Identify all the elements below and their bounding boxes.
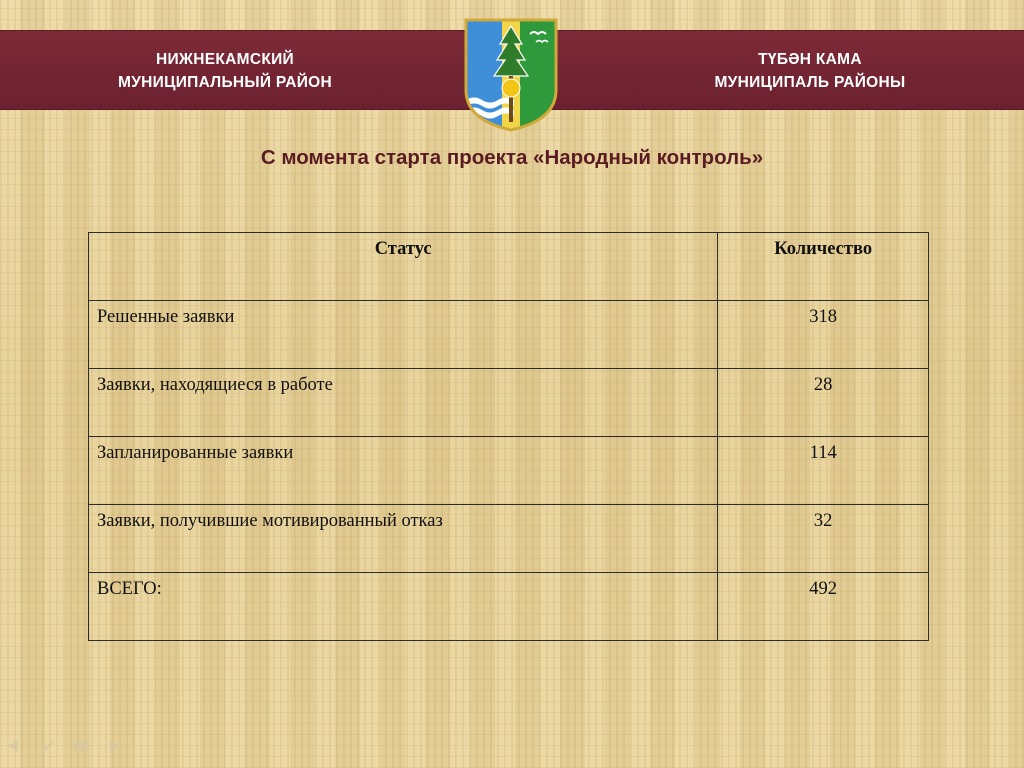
- district-name-tatar: [640, 48, 980, 94]
- row-status: Запланированные заявки: [89, 437, 718, 505]
- row-status: Решенные заявки: [89, 301, 718, 369]
- page-title: С момента старта проекта «Народный контроль»: [260, 146, 764, 169]
- row-status: Заявки, получившие мотивированный отказ: [89, 505, 718, 573]
- district-name-tatar-line1: ТҮБӘН КАМА: [758, 51, 862, 68]
- row-count: 318: [718, 301, 929, 369]
- row-count: 114: [718, 437, 929, 505]
- district-name-russian-line1: НИЖНЕКАМСКИЙ: [156, 51, 294, 68]
- pen-icon[interactable]: [40, 740, 54, 754]
- table-row: [89, 505, 929, 573]
- table-header-row: [89, 233, 929, 301]
- table-row: [89, 437, 929, 505]
- table-row: [89, 369, 929, 437]
- table-total-row: [89, 573, 929, 641]
- district-name-russian-line2: МУНИЦИПАЛЬНЫЙ РАЙОН: [118, 74, 332, 91]
- menu-icon[interactable]: [74, 741, 88, 751]
- row-count: 28: [718, 369, 929, 437]
- slide-nav-controls: [4, 736, 124, 756]
- prev-arrow-icon[interactable]: [8, 740, 18, 752]
- status-table: [88, 232, 929, 641]
- district-name-tatar-line2: МУНИЦИПАЛЬ РАЙОНЫ: [714, 74, 906, 91]
- total-count: 492: [718, 573, 929, 641]
- coat-of-arms-icon: [462, 16, 560, 132]
- row-count: 32: [718, 505, 929, 573]
- district-name-russian: [60, 48, 390, 94]
- header-status: Статус: [89, 233, 718, 301]
- table-row: [89, 301, 929, 369]
- row-status: Заявки, находящиеся в работе: [89, 369, 718, 437]
- header-count: Количество: [718, 233, 929, 301]
- next-arrow-icon[interactable]: [110, 740, 120, 752]
- total-label: ВСЕГО:: [89, 573, 718, 641]
